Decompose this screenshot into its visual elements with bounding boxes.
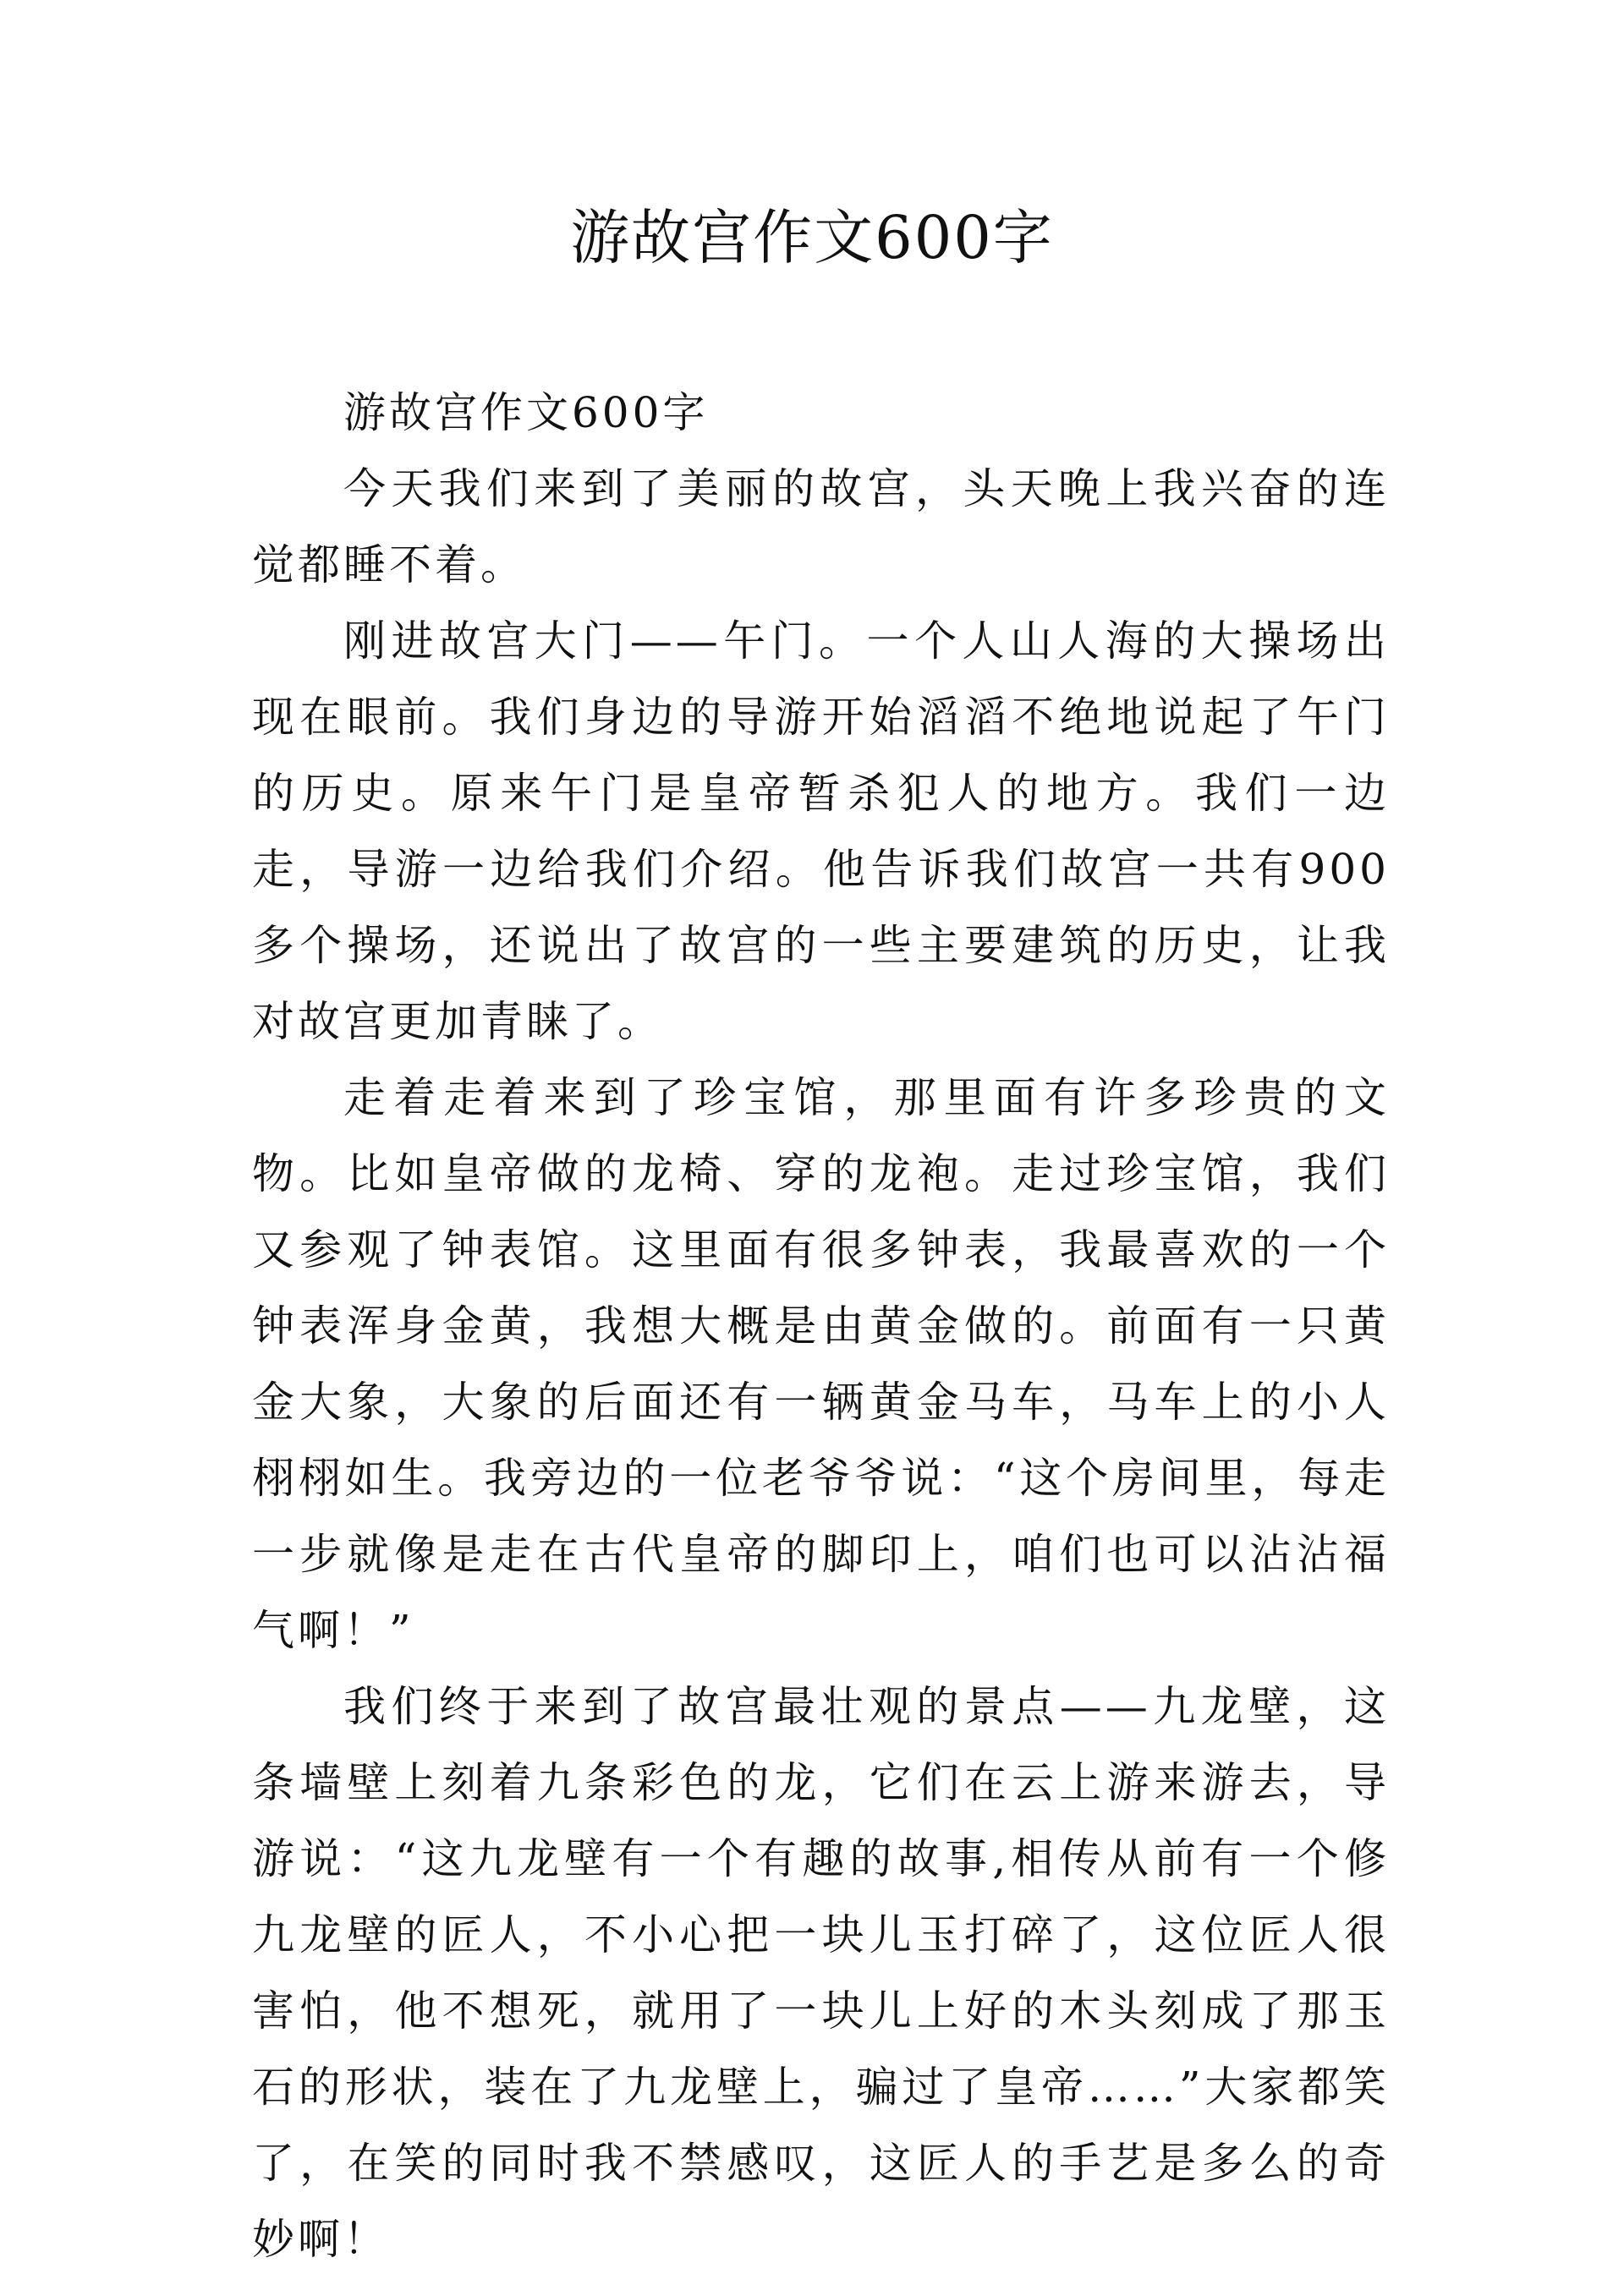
document-title: 游故宫作文600字 <box>570 203 1054 272</box>
paragraph-treasure-hall: 走着走着来到了珍宝馆，那里面有许多珍贵的文物。比如皇帝做的龙椅、穿的龙袍。走过珍宝馆，我们又参观了钟表馆。这里面有很多钟表，我最喜欢的一个钟表浑身金黄，我想大概是由黄金做的。前面有一只黄金大象，大象的后面还有一辆黄金马车，马车上的小人栩栩如生。我旁边的一位老爷爷说：“这个房间里，每走一步就像是走在古代皇帝的脚印上，咱们也可以沾沾福气啊！” <box>252 1073 1390 1655</box>
paragraph-intro: 今天我们来到了美丽的故宫，头天晚上我兴奋的连觉都睡不着。 <box>252 464 1390 589</box>
paragraph-subtitle: 游故宫作文600字 <box>343 388 709 437</box>
document-body <box>252 375 1390 2277</box>
paragraph-nine-dragon-wall: 我们终于来到了故宫最壮观的景点——九龙壁，这条墙壁上刻着九条彩色的龙，它们在云上游来游去，导游说：“这九龙壁有一个有趣的故事,相传从前有一个修九龙壁的匠人，不小心把一块儿玉打碎了，这位匠人很害怕，他不想死，就用了一块儿上好的木头刻成了那玉石的形状，装在了九龙壁上，骗过了皇帝……”大家都笑了，在笑的同时我不禁感叹，这匠人的手艺是多么的奇妙啊！ <box>252 1682 1390 2264</box>
paragraph-wumen: 刚进故宫大门——午门。一个人山人海的大操场出现在眼前。我们身边的导游开始滔滔不绝地说起了午门的历史。原来午门是皇帝暂杀犯人的地方。我们一边走，导游一边给我们介绍。他告诉我们故宫一共有900多个操场，还说出了故宫的一些主要建筑的历史，让我对故宫更加青睐了。 <box>252 616 1390 1046</box>
